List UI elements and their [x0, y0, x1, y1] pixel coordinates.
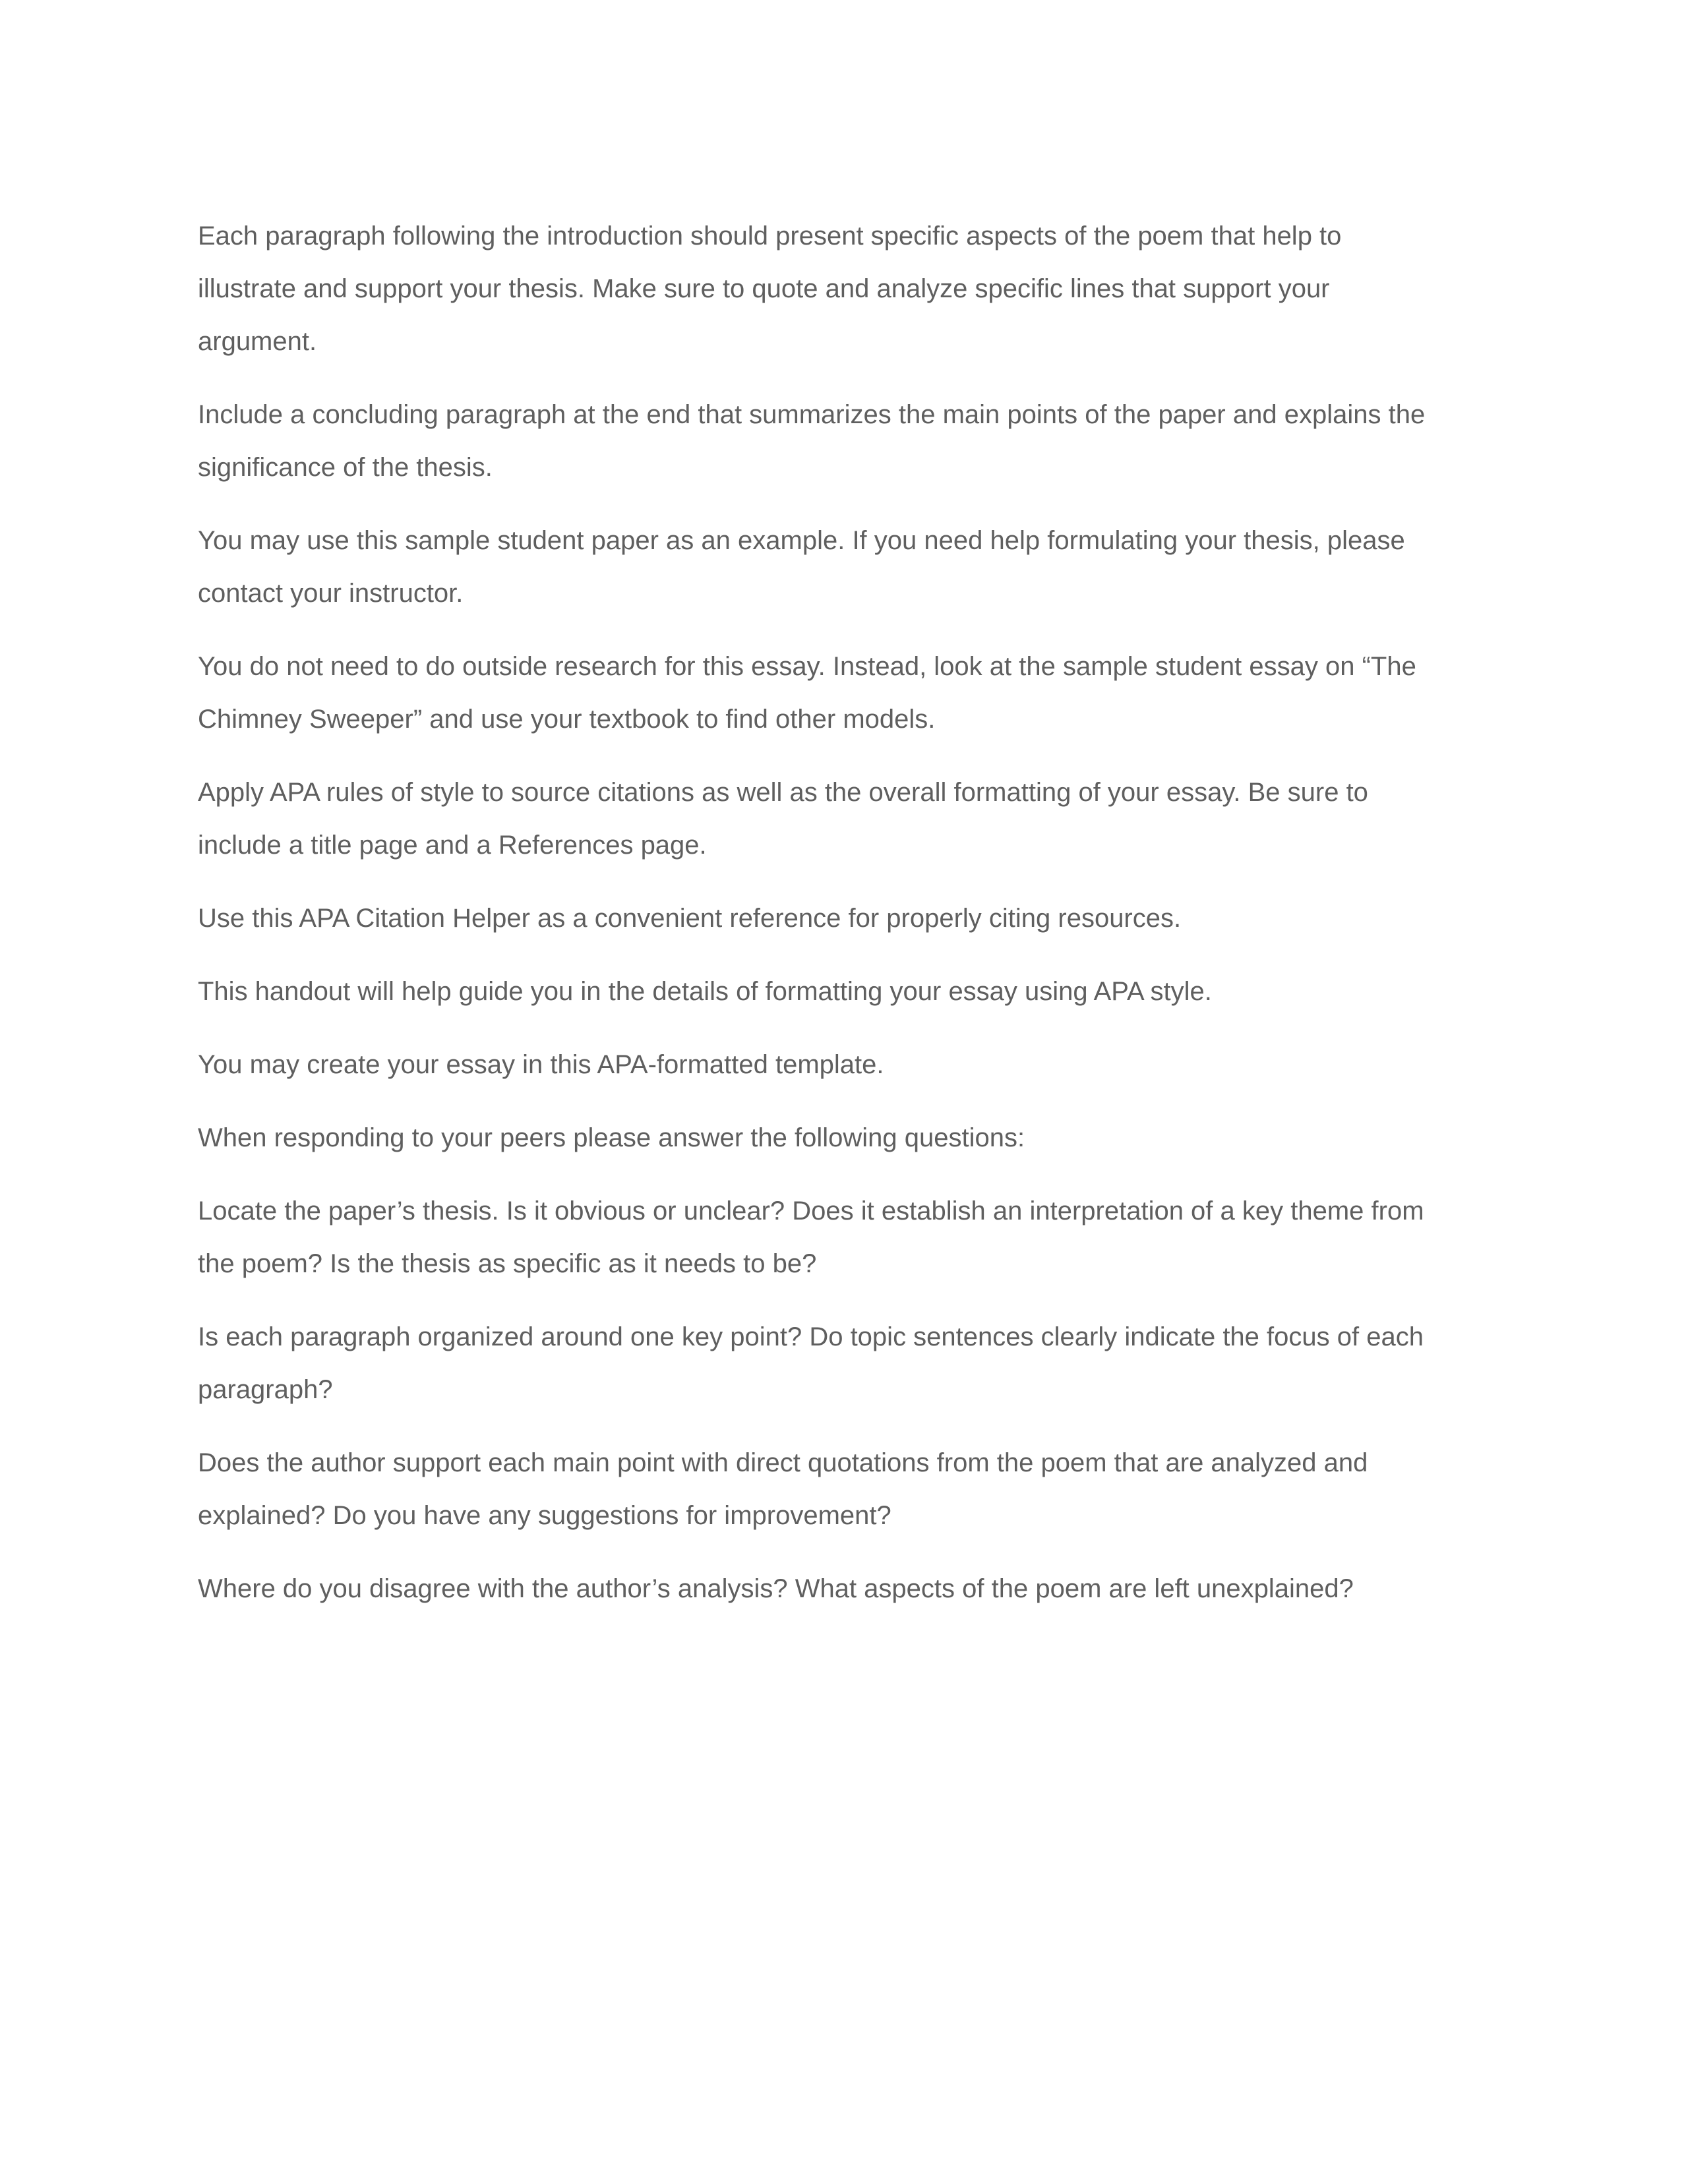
paragraph-research: You do not need to do outside research for this essay. Instead, look at the sample student essay on “The Chimney Sweeper” and use your textbook to find other models. — [198, 652, 1416, 734]
paragraph-body-sections: Each paragraph following the introduction should present specific aspects of the poem that help to illustrate and support your thesis. Make sure to quote and analyze specific lines that support your argument. — [198, 221, 1342, 356]
paragraph-question-support: Does the author support each main point with direct quotations from the poem that are analyzed and explained? Do you have any suggestions for improvement? — [198, 1448, 1368, 1530]
paragraph-sample-paper: You may use this sample student paper as an example. If you need help formulating your thesis, please contact your instructor. — [198, 526, 1405, 608]
paragraph-template: You may create your essay in this APA-formatted template. — [198, 1050, 884, 1079]
paragraph-question-thesis: Locate the paper’s thesis. Is it obvious or unclear? Does it establish an interpretation of a key theme from the poem? Is the thesis as specific as it needs to be? — [198, 1196, 1424, 1278]
paragraph-apa-rules: Apply APA rules of style to source citations as well as the overall formatting of your essay. Be sure to include a title page and a References page. — [198, 778, 1368, 860]
paragraph-handout: This handout will help guide you in the details of formatting your essay using APA style. — [198, 977, 1212, 1006]
paragraph-peer-instructions: When responding to your peers please answer the following questions: — [198, 1123, 1025, 1152]
paragraph-conclusion: Include a concluding paragraph at the end that summarizes the main points of the paper and explains the significance of the thesis. — [198, 400, 1426, 482]
document-body — [198, 210, 1490, 1636]
paragraph-question-organization: Is each paragraph organized around one key point? Do topic sentences clearly indicate the focus of each paragraph? — [198, 1322, 1424, 1404]
paragraph-question-disagree: Where do you disagree with the author’s analysis? What aspects of the poem are left unexplained? — [198, 1574, 1354, 1603]
paragraph-citation-helper: Use this APA Citation Helper as a convenient reference for properly citing resources. — [198, 904, 1182, 933]
